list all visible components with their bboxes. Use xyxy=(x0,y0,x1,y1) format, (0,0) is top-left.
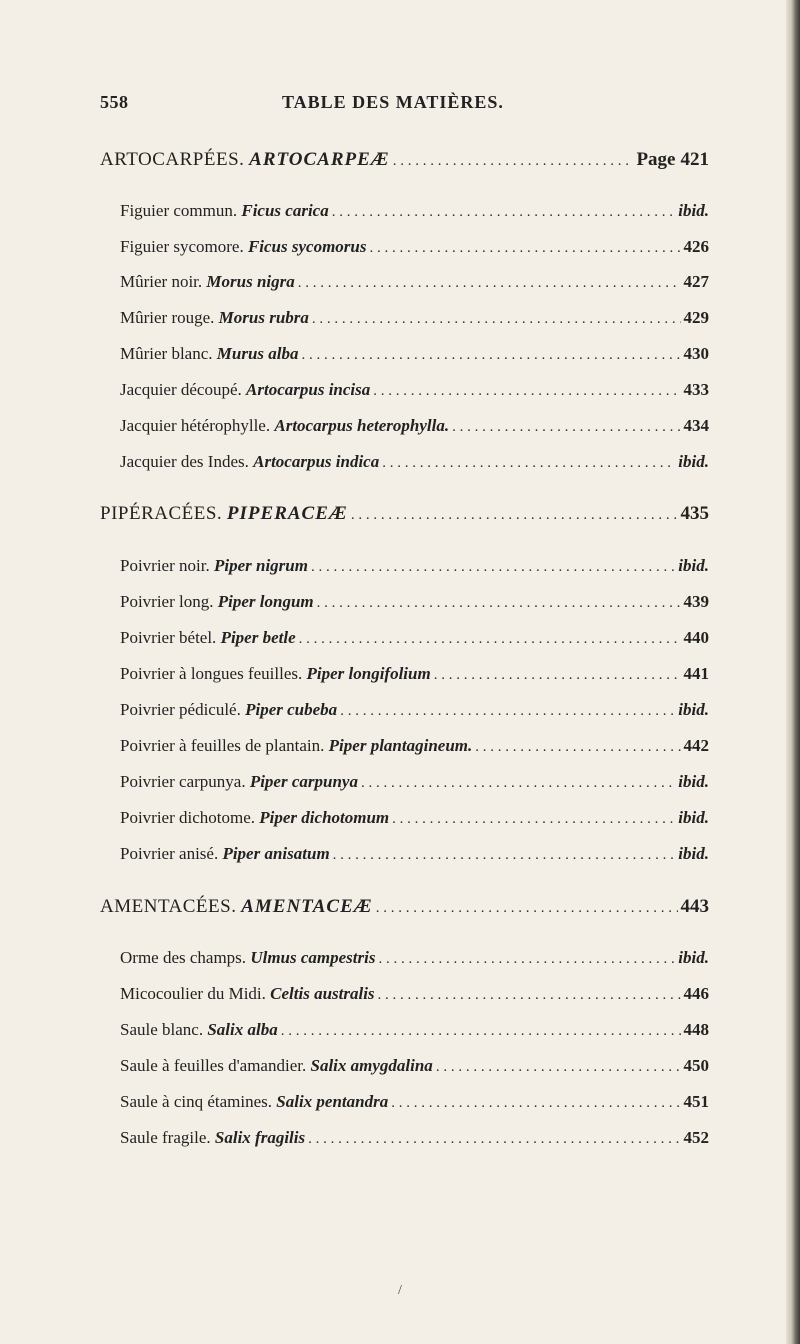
entry-page: ibid. xyxy=(678,772,709,791)
page-header xyxy=(100,92,700,120)
common-name: Saule à feuilles d'amandier. xyxy=(120,1056,307,1075)
toc-entry xyxy=(120,345,709,363)
leader-dots xyxy=(382,456,675,471)
common-name: Micocoulier du Midi. xyxy=(120,984,266,1003)
latin-name: Ulmus campestris xyxy=(250,948,376,967)
toc-entry xyxy=(120,773,709,791)
toc-entry xyxy=(120,381,709,399)
entry-page: ibid. xyxy=(678,844,709,863)
latin-name: Artocarpus incisa xyxy=(246,380,371,399)
section-latin: ARTOCARPEÆ xyxy=(249,149,390,170)
leader-dots xyxy=(434,668,681,683)
common-name: Poivrier noir. xyxy=(120,556,210,575)
latin-name: Salix fragilis xyxy=(214,1128,306,1147)
entry-page: 439 xyxy=(683,592,709,611)
entry-page: ibid. xyxy=(678,201,709,220)
leader-dots xyxy=(378,988,681,1003)
page-title: TABLE DES MATIÈRES. xyxy=(282,92,504,112)
common-name: Saule fragile. xyxy=(120,1128,211,1147)
page-number: 558 xyxy=(100,92,129,112)
latin-name: Piper nigrum xyxy=(213,556,308,575)
entry-page: 440 xyxy=(683,628,709,647)
leader-dots xyxy=(351,508,678,523)
section-page: 435 xyxy=(680,503,709,524)
leader-dots xyxy=(302,348,681,363)
toc-entry xyxy=(120,1057,709,1075)
leader-dots xyxy=(376,901,678,916)
entry-page: ibid. xyxy=(678,700,709,719)
common-name: Mûrier blanc. xyxy=(120,344,213,363)
leader-dots xyxy=(281,1024,681,1039)
common-name: Jacquier découpé. xyxy=(120,380,242,399)
leader-dots xyxy=(393,154,634,169)
page-prefix: Page xyxy=(636,149,676,170)
entry-page: ibid. xyxy=(678,948,709,967)
leader-dots xyxy=(333,848,676,863)
toc-entry xyxy=(120,593,709,611)
page-edge-shadow xyxy=(786,0,800,1344)
leader-dots xyxy=(299,632,681,647)
entry-page: 426 xyxy=(683,237,709,256)
toc-entry xyxy=(120,238,709,256)
entry-page: ibid. xyxy=(678,556,709,575)
section-heading-amentacees xyxy=(100,897,709,916)
toc-entry xyxy=(120,273,709,291)
entry-page: ibid. xyxy=(678,808,709,827)
latin-name: Ficus carica xyxy=(241,201,329,220)
entry-page: 450 xyxy=(683,1056,709,1075)
toc-entry xyxy=(120,453,709,471)
latin-name: Artocarpus heterophylla. xyxy=(274,416,450,435)
common-name: Figuier commun. xyxy=(120,201,238,220)
latin-name: Piper carpunya xyxy=(249,772,358,791)
latin-name: Morus rubra xyxy=(218,308,309,327)
leader-dots xyxy=(317,596,681,611)
toc-entry xyxy=(120,309,709,327)
latin-name: Artocarpus indica xyxy=(253,452,380,471)
latin-name: Salix alba xyxy=(207,1020,278,1039)
toc-entry xyxy=(120,417,709,435)
common-name: Poivrier bétel. xyxy=(120,628,217,647)
section-latin: PIPERACEÆ xyxy=(226,503,348,524)
entry-page: 434 xyxy=(683,416,709,435)
leader-dots xyxy=(373,384,680,399)
common-name: Orme des champs. xyxy=(120,948,247,967)
leader-dots xyxy=(392,812,675,827)
common-name: Poivrier carpunya. xyxy=(120,772,246,791)
latin-name: Piper betle xyxy=(220,628,296,647)
leader-dots xyxy=(475,740,680,755)
toc-entry xyxy=(120,845,709,863)
leader-dots xyxy=(361,776,675,791)
common-name: Figuier sycomore. xyxy=(120,237,244,256)
section-name: PIPÉRACÉES. xyxy=(100,503,223,524)
section-page: 443 xyxy=(680,896,709,917)
common-name: Saule à cinq étamines. xyxy=(120,1092,273,1111)
toc-entry xyxy=(120,985,709,1003)
common-name: Poivrier à longues feuilles. xyxy=(120,664,303,683)
latin-name: Piper cubeba xyxy=(245,700,338,719)
toc-entry xyxy=(120,1093,709,1111)
section-name: AMENTACÉES. xyxy=(100,896,237,917)
latin-name: Salix pentandra xyxy=(276,1092,389,1111)
latin-name: Ficus sycomorus xyxy=(247,237,367,256)
common-name: Poivrier long. xyxy=(120,592,214,611)
common-name: Jacquier hétérophylle. xyxy=(120,416,271,435)
toc-entry xyxy=(120,949,709,967)
section-name: ARTOCARPÉES. xyxy=(100,149,245,170)
latin-name: Celtis australis xyxy=(270,984,375,1003)
entry-page: 429 xyxy=(683,308,709,327)
toc-entry xyxy=(120,202,709,220)
latin-name: Salix amygdalina xyxy=(310,1056,433,1075)
toc-entry xyxy=(120,1129,709,1147)
leader-dots xyxy=(370,241,681,256)
leader-dots xyxy=(340,704,675,719)
section-heading-artocarpees xyxy=(100,150,709,169)
entry-page: 448 xyxy=(683,1020,709,1039)
leader-dots xyxy=(298,276,681,291)
leader-dots xyxy=(436,1060,681,1075)
leader-dots xyxy=(391,1096,680,1111)
entry-page: 446 xyxy=(683,984,709,1003)
leader-dots xyxy=(452,420,680,435)
common-name: Jacquier des Indes. xyxy=(120,452,249,471)
common-name: Poivrier pédiculé. xyxy=(120,700,241,719)
entry-page: 442 xyxy=(683,736,709,755)
entry-page: 433 xyxy=(683,380,709,399)
latin-name: Piper anisatum xyxy=(222,844,330,863)
entry-page: 452 xyxy=(683,1128,709,1147)
toc-entry xyxy=(120,701,709,719)
leader-dots xyxy=(308,1132,680,1147)
common-name: Mûrier rouge. xyxy=(120,308,215,327)
toc-entry xyxy=(120,1021,709,1039)
latin-name: Morus nigra xyxy=(206,272,295,291)
leader-dots xyxy=(311,560,675,575)
latin-name: Murus alba xyxy=(216,344,299,363)
section-latin: AMENTACEÆ xyxy=(241,896,373,917)
common-name: Mûrier noir. xyxy=(120,272,203,291)
latin-name: Piper longifolium xyxy=(306,664,431,683)
leader-dots xyxy=(332,205,676,220)
entry-page: 441 xyxy=(683,664,709,683)
entry-page: 430 xyxy=(683,344,709,363)
toc-entry xyxy=(120,665,709,683)
common-name: Poivrier anisé. xyxy=(120,844,219,863)
common-name: Saule blanc. xyxy=(120,1020,204,1039)
latin-name: Piper dichotomum xyxy=(259,808,390,827)
footer-mark: / xyxy=(398,1283,402,1298)
latin-name: Piper plantagineum. xyxy=(328,736,473,755)
leader-dots xyxy=(378,952,675,967)
entry-page: 427 xyxy=(683,272,709,291)
leader-dots xyxy=(312,312,681,327)
toc-entry xyxy=(120,629,709,647)
common-name: Poivrier à feuilles de plantain. xyxy=(120,736,325,755)
section-page: 421 xyxy=(680,149,709,170)
toc-entry xyxy=(120,737,709,755)
common-name: Poivrier dichotome. xyxy=(120,808,256,827)
entry-page: 451 xyxy=(683,1092,709,1111)
section-heading-piperacees xyxy=(100,504,709,523)
toc-entry xyxy=(120,557,709,575)
entry-page: ibid. xyxy=(678,452,709,471)
toc-entry xyxy=(120,809,709,827)
latin-name: Piper longum xyxy=(217,592,314,611)
